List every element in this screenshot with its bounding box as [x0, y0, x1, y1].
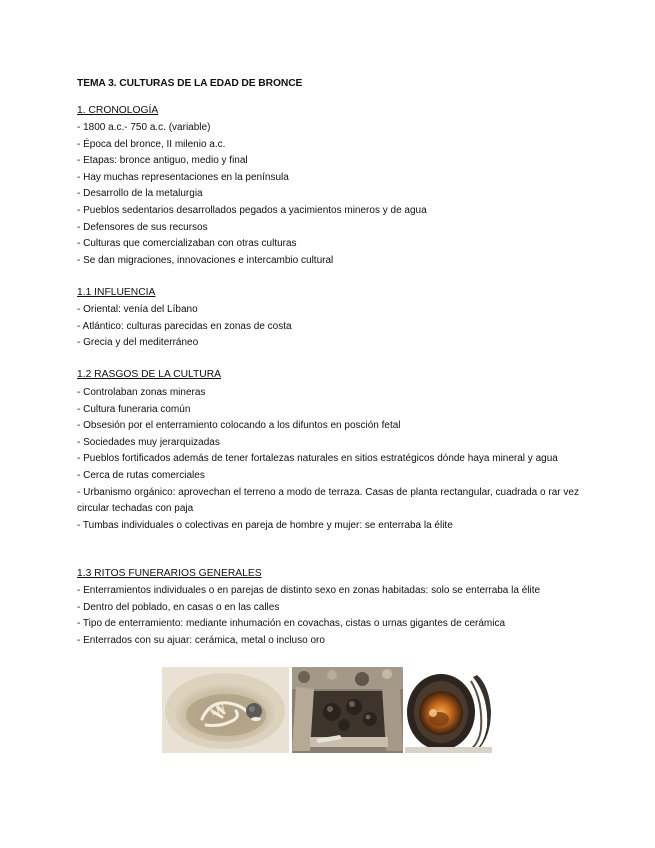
section-list-influencia [77, 302, 579, 352]
section-heading-influencia: 1.1 INFLUENCIA [77, 287, 156, 298]
burial-skeleton-photo [162, 667, 289, 753]
list-item: - Desarrollo de la metalurgia [77, 188, 203, 200]
list-item: - Atlántico: culturas parecidas en zonas de costa [77, 320, 292, 332]
list-item: - Cultura funeraria común [77, 403, 191, 415]
list-item: - Etapas: bronce antiguo, medio y final [77, 155, 248, 167]
list-item: - Pueblos fortificados además de tener fortalezas naturales en sitios estratégicos dónde haya mineral y agua [77, 453, 558, 465]
list-item: - Culturas que comercializaban con otras culturas [77, 238, 297, 250]
section-heading-ritos-funerarios: 1.3 RITOS FUNERARIOS GENERALES [77, 568, 262, 579]
section-list-rasgos [77, 385, 579, 534]
list-item: - Oriental: venía del Líbano [77, 304, 198, 315]
list-item: - Época del bronce, II milenio a.c. [77, 138, 226, 150]
section-list-ritos-funerarios [77, 583, 579, 649]
ceramic-urn-photo [405, 667, 492, 753]
list-item: - Grecia y del mediterráneo [77, 337, 199, 349]
list-item: - Hay muchas representaciones en la península [77, 171, 289, 183]
list-item: - Enterrados con su ajuar: cerámica, metal o incluso oro [77, 634, 325, 646]
list-item: - 1800 a.c.- 750 a.c. (variable) [77, 122, 211, 133]
cist-tomb-photo [292, 667, 403, 753]
list-item: - Urbanismo orgánico: aprovechan el terreno a modo de terraza. Casas de planta rectangular, cuadrada o rar vez circular techadas con paja [77, 486, 579, 515]
list-item: - Controlaban zonas mineras [77, 387, 206, 398]
section-heading-cronologia: 1. CRONOLOGÍA [77, 105, 159, 116]
list-item: - Obsesión por el enterramiento colocando a los difuntos en posción fetal [77, 420, 401, 432]
list-item: - Sociedades muy jerarquizadas [77, 436, 220, 448]
list-item: - Enterramientos individuales o en parejas de distinto sexo en zonas habitadas: solo se enterraba la élite [77, 585, 541, 596]
list-item: - Pueblos sedentarios desarrollados pegados a yacimientos mineros y de agua [77, 204, 427, 216]
list-item: - Tumbas individuales o colectivas en pareja de hombre y mujer: se enterraba la élite [77, 519, 453, 531]
section-heading-rasgos: 1.2 RASGOS DE LA CULTURA [77, 369, 222, 380]
document-title: TEMA 3. CULTURAS DE LA EDAD DE BRONCE [77, 78, 303, 89]
list-item: - Defensores de sus recursos [77, 221, 208, 233]
section-list-cronologia [77, 120, 579, 269]
list-item: - Cerca de rutas comerciales [77, 469, 205, 481]
list-item: - Se dan migraciones, innovaciones e intercambio cultural [77, 254, 334, 266]
list-item: - Tipo de enterramiento: mediante inhumación en covachas, cistas o urnas gigantes de cerámica [77, 618, 506, 630]
list-item: - Dentro del poblado, en casas o en las calles [77, 601, 280, 613]
